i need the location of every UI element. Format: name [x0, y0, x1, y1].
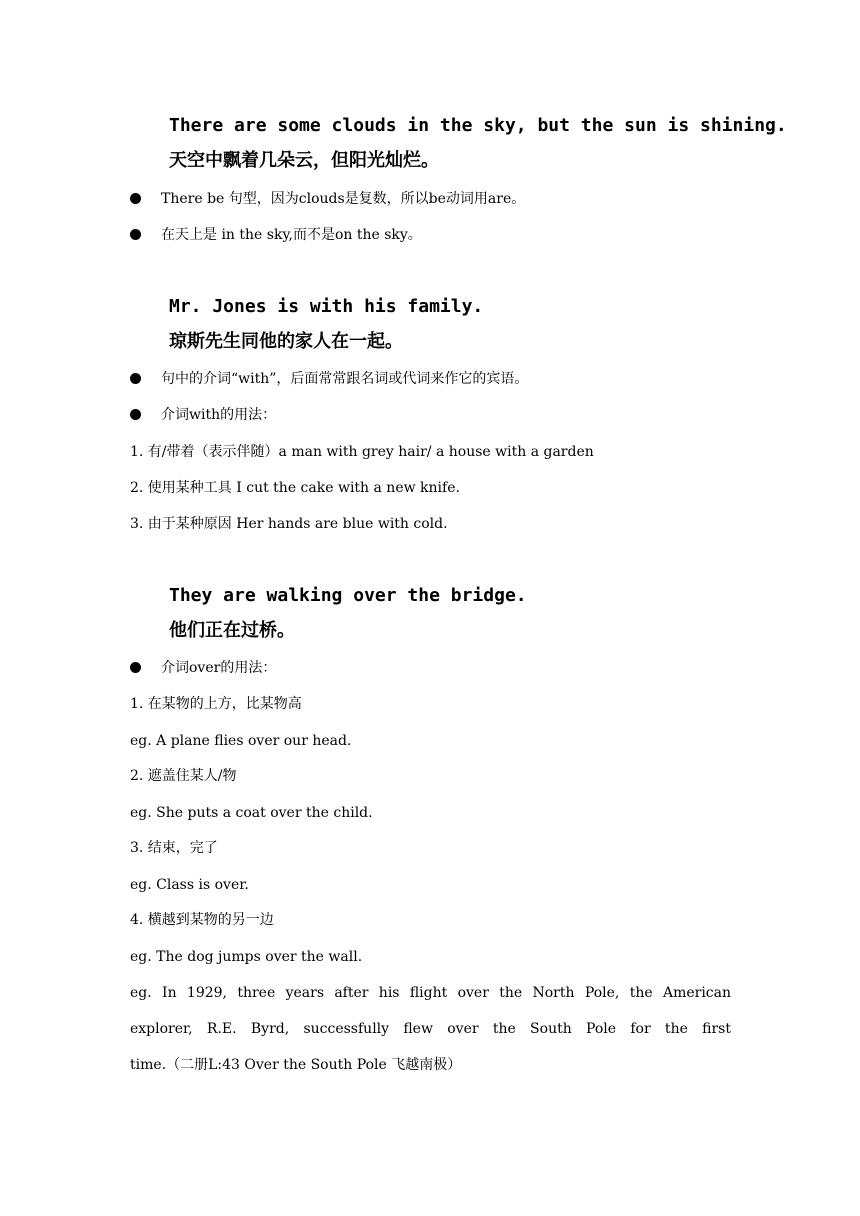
over-example-5-line-1: eg. In 1929, three years after his flight over the North Pole, the American	[130, 985, 731, 1001]
over-usage-item-2: 2. 遮盖住某人/物	[130, 768, 237, 784]
section-1-sentence-zh: 天空中飘着几朵云，但阳光灿烂。	[169, 150, 439, 171]
bullet-dot-icon	[130, 193, 141, 204]
bullet-text: There be 句型，因为clouds是复数，所以be动词用are。	[161, 191, 526, 207]
with-usage-item-3: 3. 由于某种原因 Her hands are blue with cold.	[130, 516, 448, 532]
bullet-dot-icon	[130, 409, 141, 420]
bullet-text: 在天上是 in the sky,而不是on the sky。	[161, 227, 422, 243]
over-usage-item-3: 3. 结束，完了	[130, 840, 218, 856]
over-example-2: eg. She puts a coat over the child.	[130, 805, 373, 821]
with-usage-item-1: 1. 有/带着（表示伴随）a man with grey hair/ a house with a garden	[130, 444, 594, 460]
over-example-4: eg. The dog jumps over the wall.	[130, 949, 363, 965]
bullet-dot-icon	[130, 373, 141, 384]
over-example-5-line-3: time.（二册L:43 Over the South Pole 飞越南极）	[130, 1057, 462, 1073]
bullet-dot-icon	[130, 662, 141, 673]
bullet-text: 句中的介词“with”，后面常常跟名词或代词来作它的宾语。	[161, 371, 529, 387]
over-example-1: eg. A plane flies over our head.	[130, 733, 352, 749]
bullet-text: 介词with的用法：	[161, 407, 277, 423]
section-2-sentence-zh: 琼斯先生同他的家人在一起。	[169, 331, 403, 352]
section-3-sentence-en: They are walking over the bridge.	[169, 585, 527, 606]
over-usage-item-1: 1. 在某物的上方，比某物高	[130, 696, 302, 712]
section-3-sentence-zh: 他们正在过桥。	[169, 620, 295, 641]
with-usage-item-2: 2. 使用某种工具 I cut the cake with a new knife.	[130, 480, 460, 496]
bullet-dot-icon	[130, 229, 141, 240]
bullet-text: 介词over的用法：	[161, 660, 277, 676]
section-1-sentence-en: There are some clouds in the sky, but the sun is shining.	[169, 115, 787, 136]
over-example-5-line-2: explorer, R.E. Byrd, successfully flew over the South Pole for the first	[130, 1021, 731, 1037]
over-example-3: eg. Class is over.	[130, 877, 249, 893]
over-usage-item-4: 4. 横越到某物的另一边	[130, 912, 274, 928]
section-2-sentence-en: Mr. Jones is with his family.	[169, 296, 484, 317]
